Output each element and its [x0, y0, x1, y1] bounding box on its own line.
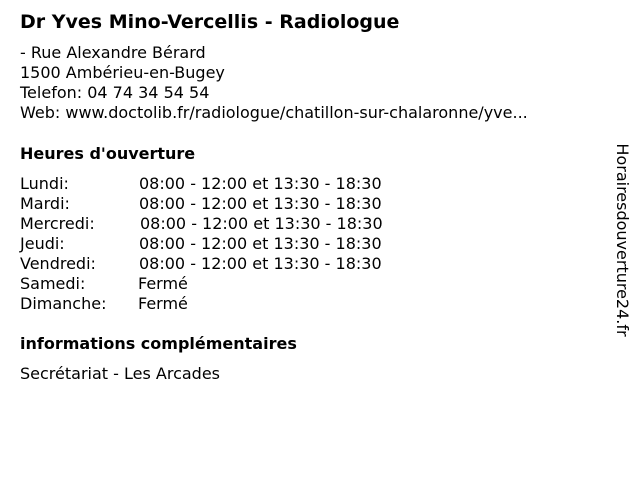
additional-info-text: Secrétariat - Les Arcades	[20, 364, 220, 383]
hours-row-friday	[20, 254, 440, 274]
hours-row-thursday	[20, 234, 440, 254]
time-value: 08:00 - 12:00 et 13:30 - 18:30	[139, 174, 382, 193]
hours-row-wednesday	[20, 214, 440, 234]
address-block	[20, 43, 528, 123]
website-link[interactable]: Web: www.doctolib.fr/radiologue/chatillon-sur-chalaronne/yve...	[20, 103, 528, 122]
city-address: 1500 Ambérieu-en-Bugey	[20, 63, 225, 82]
time-value: Fermé	[138, 294, 188, 313]
time-value: 08:00 - 12:00 et 13:30 - 18:30	[139, 194, 382, 213]
time-value: 08:00 - 12:00 et 13:30 - 18:30	[139, 254, 382, 273]
hours-row-sunday	[20, 294, 440, 314]
day-label: Mardi:	[20, 194, 70, 213]
day-label: Jeudi:	[20, 234, 65, 253]
hours-row-monday	[20, 174, 440, 194]
page-title: Dr Yves Mino-Vercellis - Radiologue	[20, 11, 400, 33]
hours-row-tuesday	[20, 194, 440, 214]
time-value: Fermé	[138, 274, 188, 293]
phone-number: Telefon: 04 74 34 54 54	[20, 83, 210, 102]
hours-row-saturday	[20, 274, 440, 294]
time-value: 08:00 - 12:00 et 13:30 - 18:30	[140, 214, 383, 233]
time-value: 08:00 - 12:00 et 13:30 - 18:30	[139, 234, 382, 253]
additional-info-heading: informations complémentaires	[20, 334, 297, 353]
opening-hours-table	[20, 174, 440, 314]
site-watermark: Horairesdouverture24.fr	[613, 143, 632, 337]
day-label: Samedi:	[20, 274, 86, 293]
day-label: Lundi:	[20, 174, 69, 193]
day-label: Vendredi:	[20, 254, 96, 273]
opening-hours-heading: Heures d'ouverture	[20, 144, 196, 163]
day-label: Mercredi:	[20, 214, 95, 233]
day-label: Dimanche:	[20, 294, 107, 313]
street-address: - Rue Alexandre Bérard	[20, 43, 206, 62]
